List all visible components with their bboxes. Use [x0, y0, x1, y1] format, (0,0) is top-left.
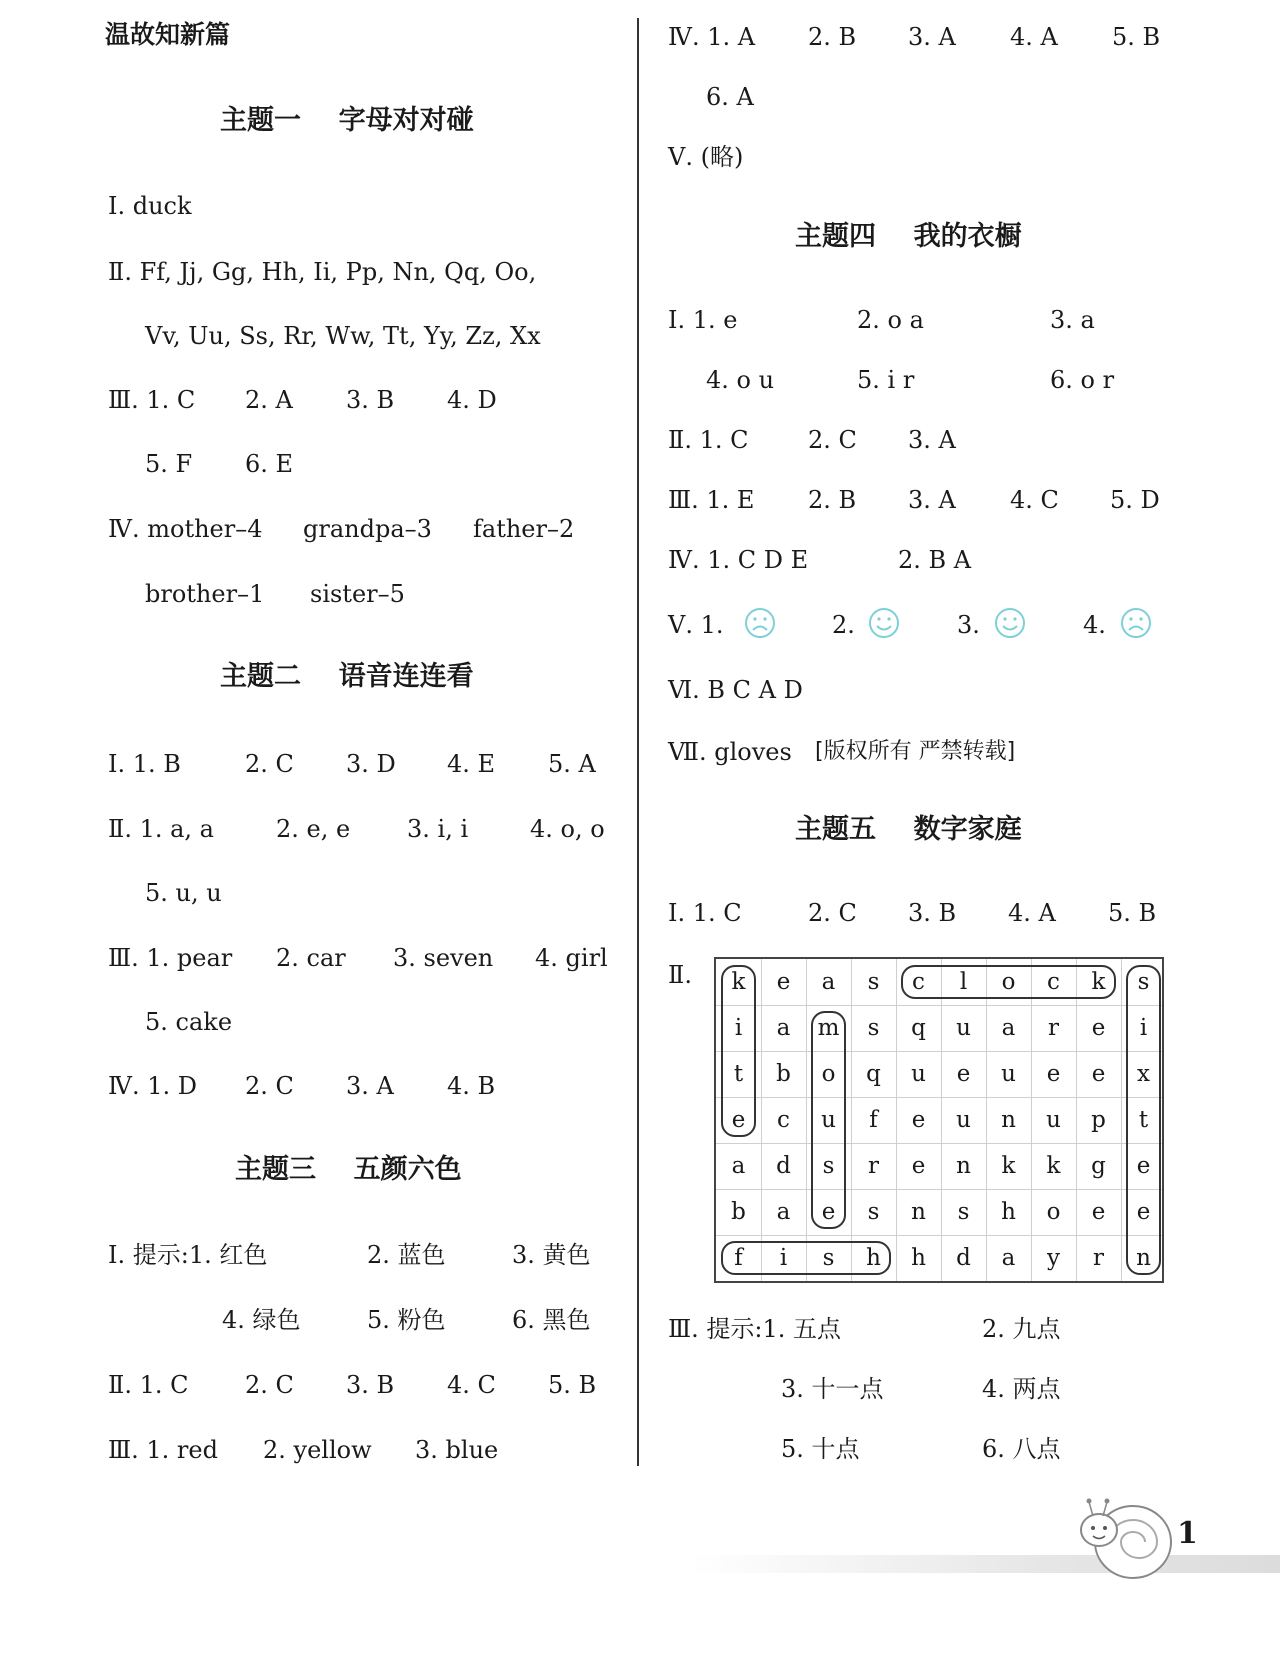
grid-letter: c	[777, 1107, 790, 1133]
answer-line: 5. u, u	[145, 879, 222, 907]
sad-face-icon	[1120, 607, 1152, 639]
answer-item: Ⅱ. 1. C	[108, 1371, 189, 1399]
found-word-ring	[1126, 965, 1161, 1275]
grid-letter: t	[733, 1061, 744, 1087]
page-number: 1	[1177, 1516, 1198, 1551]
grid-letter: q	[866, 1061, 881, 1087]
grid-letter: u	[956, 1107, 971, 1133]
answer-item: Ⅰ. 1. e	[668, 306, 738, 334]
answer-item: Ⅲ. 1. E	[668, 486, 755, 514]
grid-letter: r	[868, 1153, 879, 1179]
answer-item: 3. A	[908, 486, 956, 514]
theme3-title: 主题三 五颜六色	[235, 1154, 462, 1185]
grid-letter: k	[1091, 969, 1106, 995]
answer-item: 3. i, i	[407, 815, 469, 843]
grid-letter: e	[956, 1061, 971, 1087]
grid-letter: x	[1137, 1061, 1150, 1087]
grid-letter: n	[911, 1199, 926, 1225]
grid-letter: e	[911, 1153, 926, 1179]
answer-item: Ⅲ. 1. pear	[108, 944, 233, 972]
answer-item: 2. C	[808, 899, 857, 927]
grid-letter: f	[734, 1245, 743, 1271]
grid-letter: k	[1001, 1153, 1016, 1179]
answer-item: 3. B	[346, 386, 395, 414]
grid-letter: k	[731, 969, 746, 995]
answer-item: 3. A	[346, 1072, 394, 1100]
answer-item: 2.	[832, 611, 855, 639]
grid-letter: a	[1001, 1245, 1016, 1271]
answer-item: 3. 黄色	[512, 1241, 591, 1269]
answer-item: 4. o, o	[530, 815, 605, 843]
grid-letter: e	[911, 1107, 926, 1133]
grid-letter: i	[1139, 1015, 1148, 1041]
grid-letter: s	[822, 1153, 835, 1179]
answer-item: grandpa–3	[303, 515, 432, 543]
theme4-title: 主题四 我的衣橱	[795, 221, 1022, 252]
answer-item: 5. B	[548, 1371, 597, 1399]
grid-letter: h	[866, 1245, 881, 1271]
answer-item: Ⅲ. 1. red	[108, 1436, 218, 1464]
answer-line: Ⅶ. gloves	[668, 738, 792, 766]
answer-item: 5. B	[1108, 899, 1157, 927]
grid-letter: u	[821, 1107, 836, 1133]
grid-letter: s	[822, 1245, 835, 1271]
answer-line: Ⅴ. (略)	[668, 143, 744, 171]
answer-item: 3. blue	[415, 1436, 499, 1464]
grid-letter: d	[956, 1245, 971, 1271]
answer-item: 5. 粉色	[367, 1306, 446, 1334]
word-search-grid	[714, 957, 1164, 1283]
answer-item: Ⅳ. mother–4	[108, 515, 263, 543]
grid-letter: e	[1136, 1153, 1151, 1179]
grid-letter: c	[1047, 969, 1060, 995]
answer-line: 6. A	[706, 83, 754, 111]
answer-item: 2. car	[276, 944, 346, 972]
grid-letter: u	[911, 1061, 926, 1087]
answer-item: 3. seven	[393, 944, 494, 972]
snail-mascot-icon	[1075, 1490, 1175, 1585]
answer-item: Ⅰ. 提示:1. 红色	[108, 1241, 268, 1269]
grid-letter: p	[1091, 1107, 1106, 1133]
answer-item: 4. C	[1010, 486, 1059, 514]
answer-item: 5. D	[1110, 486, 1160, 514]
grid-letter: s	[957, 1199, 970, 1225]
answer-item: Ⅱ. 1. C	[668, 426, 749, 454]
column-divider	[637, 18, 639, 1466]
grid-letter: e	[1091, 1199, 1106, 1225]
grid-letter: a	[821, 969, 836, 995]
grid-letter: q	[911, 1015, 926, 1041]
answer-item: 2. B A	[898, 546, 972, 574]
answer-item: 4. girl	[535, 944, 608, 972]
answer-item: 4. C	[447, 1371, 496, 1399]
theme5-title: 主题五 数字家庭	[795, 814, 1022, 845]
answer-item: Ⅳ. 1. D	[108, 1072, 198, 1100]
answer-item: father–2	[473, 515, 575, 543]
grid-letter: e	[1136, 1199, 1151, 1225]
answer-item: 3. B	[908, 899, 957, 927]
answer-line: Vv, Uu, Ss, Rr, Ww, Tt, Yy, Zz, Xx	[145, 322, 541, 350]
grid-letter: a	[776, 1015, 791, 1041]
grid-letter: a	[776, 1199, 791, 1225]
copyright-note: [版权所有 严禁转载]	[815, 739, 1016, 764]
answer-item: 6. 八点	[982, 1435, 1061, 1463]
grid-letter: n	[1136, 1245, 1151, 1271]
grid-letter: a	[731, 1153, 746, 1179]
answer-item: 3. a	[1050, 306, 1095, 334]
answer-item: 2. A	[245, 386, 293, 414]
grid-letter: h	[911, 1245, 926, 1271]
answer-item: Ⅰ. 1. B	[108, 750, 181, 778]
grid-letter: u	[1001, 1061, 1016, 1087]
happy-face-icon	[868, 607, 900, 639]
answer-line: Ⅵ. B C A D	[668, 676, 803, 704]
grid-letter: d	[776, 1153, 791, 1179]
found-word-ring	[811, 1011, 846, 1229]
grid-letter: u	[1046, 1107, 1061, 1133]
footer-band	[690, 1555, 1280, 1573]
theme2-title: 主题二 语音连连看	[220, 661, 474, 692]
answer-item: 6. E	[245, 450, 294, 478]
answer-item: 2. C	[245, 750, 294, 778]
grid-letter: l	[959, 969, 968, 995]
answer-item: Ⅰ. 1. C	[668, 899, 742, 927]
answer-item: Ⅳ. 1. C D E	[668, 546, 809, 574]
answer-item: 2. C	[808, 426, 857, 454]
answer-item: 4. A	[1010, 23, 1058, 51]
grid-letter: c	[912, 969, 925, 995]
answer-item: 2. 九点	[982, 1315, 1061, 1343]
grid-letter: b	[776, 1061, 791, 1087]
grid-letter: r	[1048, 1015, 1059, 1041]
answer-item: sister–5	[310, 580, 405, 608]
grid-letter: m	[817, 1015, 840, 1041]
section-header: 温故知新篇	[105, 20, 231, 49]
grid-letter: o	[1001, 969, 1016, 995]
answer-item: 2. e, e	[276, 815, 351, 843]
answer-item: 4. B	[447, 1072, 496, 1100]
answer-item: Ⅱ. 1. a, a	[108, 815, 214, 843]
grid-letter: i	[734, 1015, 743, 1041]
answer-item: 3.	[957, 611, 980, 639]
grid-letter: i	[779, 1245, 788, 1271]
answer-item: 4. A	[1008, 899, 1056, 927]
grid-letter: u	[956, 1015, 971, 1041]
grid-letter: h	[1001, 1199, 1016, 1225]
answer-item: 5. i r	[857, 366, 915, 394]
answer-item: brother–1	[145, 580, 265, 608]
grid-letter: e	[1091, 1015, 1106, 1041]
answer-line: 5. cake	[145, 1008, 233, 1036]
found-word-ring	[721, 965, 756, 1137]
grid-letter: y	[1047, 1245, 1060, 1271]
grid-letter: n	[956, 1153, 971, 1179]
grid-letter: f	[869, 1107, 878, 1133]
answer-item: 3. A	[908, 23, 956, 51]
grid-letter: s	[867, 1015, 880, 1041]
grid-letter: e	[821, 1199, 836, 1225]
grid-letter: e	[731, 1107, 746, 1133]
grid-letter: e	[776, 969, 791, 995]
answer-item: 6. 黑色	[512, 1306, 591, 1334]
answer-item: 5. A	[548, 750, 596, 778]
grid-letter: e	[1091, 1061, 1106, 1087]
found-word-ring	[721, 1241, 891, 1275]
grid-letter: s	[1137, 969, 1150, 995]
answer-item: 4. E	[447, 750, 496, 778]
grid-letter: n	[1001, 1107, 1016, 1133]
answer-item: Ⅴ. 1.	[668, 611, 724, 639]
answer-item: Ⅲ. 提示:1. 五点	[668, 1315, 842, 1343]
grid-letter: a	[1001, 1015, 1016, 1041]
answer-item: 2. C	[245, 1371, 294, 1399]
answer-label: Ⅱ.	[668, 961, 692, 989]
grid-letter: s	[867, 1199, 880, 1225]
grid-letter: r	[1093, 1245, 1104, 1271]
answer-item: 5. B	[1112, 23, 1161, 51]
answer-item: 4.	[1083, 611, 1106, 639]
answer-item: 6. o r	[1050, 366, 1115, 394]
answer-item: 2. yellow	[263, 1436, 372, 1464]
answer-item: 4. 两点	[982, 1375, 1061, 1403]
grid-letter: e	[1046, 1061, 1061, 1087]
theme1-title: 主题一 字母对对碰	[220, 105, 474, 136]
grid-letter: k	[1046, 1153, 1061, 1179]
answer-item: 3. A	[908, 426, 956, 454]
answer-item: Ⅳ. 1. A	[668, 23, 756, 51]
answer-item: 2. B	[808, 486, 857, 514]
answer-item: 4. o u	[706, 366, 775, 394]
happy-face-icon	[994, 607, 1026, 639]
found-word-ring	[901, 965, 1116, 999]
answer-item: 2. C	[245, 1072, 294, 1100]
answer-item: 3. D	[346, 750, 396, 778]
answer-item: 2. 蓝色	[367, 1241, 446, 1269]
answer-item: 3. 十一点	[781, 1375, 884, 1403]
sad-face-icon	[744, 607, 776, 639]
answer-item: 3. B	[346, 1371, 395, 1399]
answer-item: 4. 绿色	[222, 1306, 301, 1334]
answer-item: 2. B	[808, 23, 857, 51]
answer-line: Ⅱ. Ff, Jj, Gg, Hh, Ii, Pp, Nn, Qq, Oo,	[108, 258, 537, 286]
answer-item: Ⅲ. 1. C	[108, 386, 196, 414]
grid-letter: o	[1046, 1199, 1061, 1225]
grid-letter: b	[731, 1199, 746, 1225]
answer-item: 2. o a	[857, 306, 924, 334]
answer-item: 5. F	[145, 450, 193, 478]
grid-letter: o	[821, 1061, 836, 1087]
grid-letter: s	[867, 969, 880, 995]
grid-letter: t	[1138, 1107, 1149, 1133]
answer-item: 5. 十点	[781, 1435, 860, 1463]
grid-letter: g	[1091, 1153, 1106, 1179]
answer-item: 4. D	[447, 386, 497, 414]
answer-line: Ⅰ. duck	[108, 192, 192, 220]
